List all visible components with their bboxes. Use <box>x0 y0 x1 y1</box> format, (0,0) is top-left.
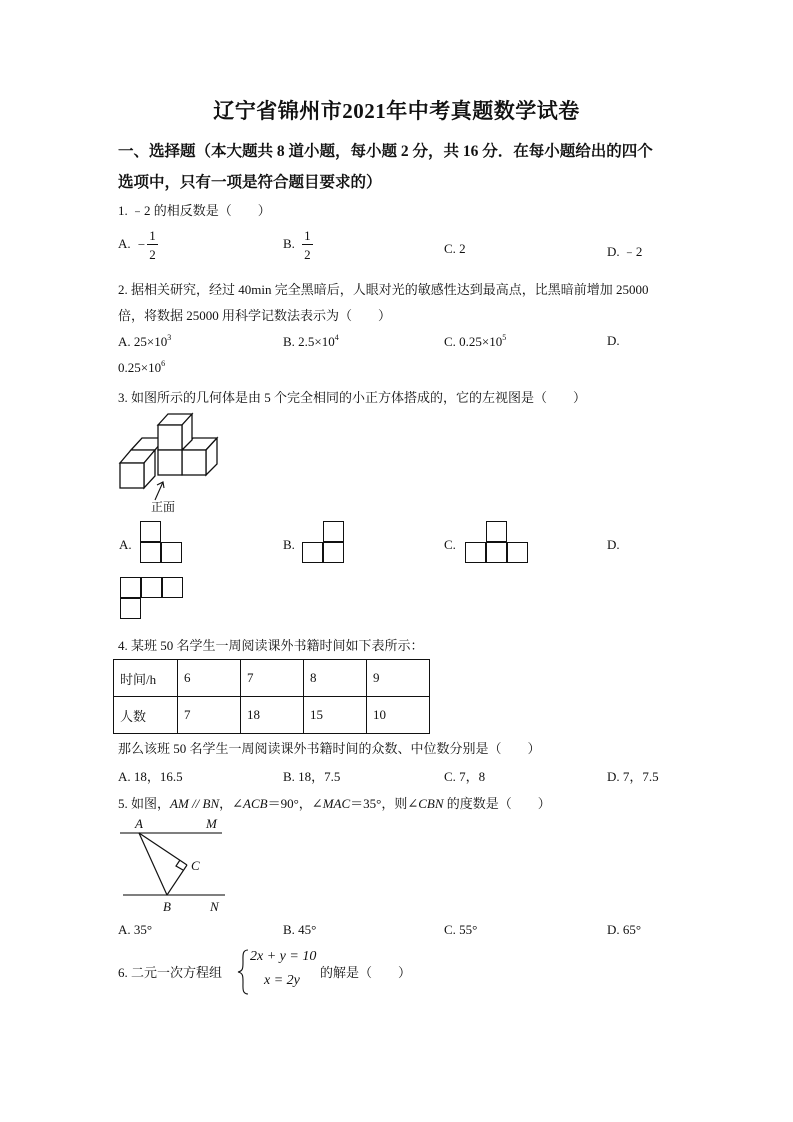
option-label: B. <box>283 235 295 251</box>
parallel-lines-figure <box>110 812 240 917</box>
option-base: 0.25×10 <box>118 360 162 375</box>
numerator: 1 <box>149 228 156 243</box>
option-label: C. <box>444 334 456 349</box>
q2-option-d <box>118 359 165 376</box>
denominator: 2 <box>149 247 156 262</box>
q4-option-c <box>444 766 485 785</box>
stem-math: CBN <box>418 796 444 811</box>
minus-sign: − <box>137 237 146 252</box>
question-3 <box>118 387 586 406</box>
point-m-label: M <box>206 816 217 831</box>
q5-option-a <box>118 922 152 938</box>
option-exponent: 5 <box>502 333 507 342</box>
option-text: 18，16.5 <box>133 769 183 784</box>
option-exponent: 3 <box>167 333 172 342</box>
question-2-line2: 倍，将数据 25000 用科学记数法表示为（ ） <box>118 308 392 323</box>
question-4-followup: 那么该班 50 名学生一周阅读课外书籍时间的众数、中位数分别是（ ） <box>118 741 541 756</box>
option-label: B. <box>283 334 295 349</box>
front-label: 正面 <box>151 500 176 514</box>
question-number: 2. <box>118 282 128 297</box>
q1-option-c <box>444 241 466 257</box>
question-stem: 某班 50 名学生一周阅读课外书籍时间如下表所示： <box>131 638 424 653</box>
q1-option-d <box>607 241 642 260</box>
q5-option-b <box>283 922 316 938</box>
table-cell: 7 <box>241 660 304 697</box>
option-label: C. <box>444 241 456 256</box>
section-header-line1: 一、选择题（本大题共 8 道小题，每小题 2 分，共 16 分．在每小题给出的四个 <box>118 143 653 160</box>
option-text: 2 <box>459 241 466 256</box>
q1-option-b <box>283 229 315 261</box>
q3-option-d-label: D. <box>607 537 620 552</box>
option-label: A. <box>118 769 131 784</box>
table-cell: 18 <box>241 697 304 734</box>
fraction <box>147 229 158 261</box>
table-header-cell: 时间/h <box>114 660 178 697</box>
question-6 <box>118 962 222 981</box>
table-row <box>114 660 430 697</box>
numerator: 1 <box>304 228 311 243</box>
table-cell: 7 <box>178 697 241 734</box>
option-label: A. <box>118 922 131 937</box>
left-brace-icon <box>236 948 250 996</box>
stem-text: 如图， <box>131 796 171 811</box>
question-1 <box>118 200 271 219</box>
option-exponent: 6 <box>161 359 166 368</box>
question-number: 5. <box>118 796 128 811</box>
point-n-label: N <box>210 899 219 914</box>
question-4 <box>118 635 424 654</box>
q4-option-b <box>283 766 340 785</box>
option-label: C. <box>444 922 456 937</box>
option-text: 45° <box>298 922 317 937</box>
stem-text: 的度数是（ ） <box>443 796 551 811</box>
equation-2: x = 2y <box>264 973 300 988</box>
option-exponent: 4 <box>334 333 339 342</box>
q5-option-c <box>444 922 477 938</box>
option-text: 7，7.5 <box>622 769 659 784</box>
option-text: 35° <box>133 922 153 937</box>
point-b-label: B <box>163 899 171 914</box>
option-text: 7，8 <box>459 769 486 784</box>
question-5 <box>118 793 551 812</box>
denominator: 2 <box>304 247 311 262</box>
stem-math: MAC <box>322 796 351 811</box>
question-stem: 如图所示的几何体是由 5 个完全相同的小正方体搭成的，它的左视图是（ ） <box>131 390 587 405</box>
option-text: 55° <box>459 922 478 937</box>
table-cell: 6 <box>178 660 241 697</box>
cube-stack-figure <box>115 410 235 515</box>
option-label: D. <box>607 769 620 784</box>
option-label: B. <box>283 769 295 784</box>
question-number: 4. <box>118 638 128 653</box>
question-stem: ﹣2 的相反数是（ ） <box>131 203 271 218</box>
table-cell: 8 <box>304 660 367 697</box>
q1-option-a <box>118 229 160 261</box>
q3-option-a-label: A. <box>119 537 132 552</box>
q4-option-a <box>118 766 183 785</box>
point-a-label: A <box>135 816 143 831</box>
q5-option-d <box>607 922 641 938</box>
option-text: ﹣2 <box>622 244 643 259</box>
table-row <box>114 697 430 734</box>
table-header-cell: 人数 <box>114 697 178 734</box>
fraction <box>302 229 313 261</box>
option-label: A. <box>118 334 131 349</box>
table-cell: 9 <box>367 660 430 697</box>
option-label: B. <box>283 922 295 937</box>
q2-option-d-label: D. <box>607 333 620 348</box>
question-6-suffix: 的解是（ ） <box>320 965 412 980</box>
option-text: 18，7.5 <box>298 769 341 784</box>
q3-option-b-label: B. <box>283 537 295 552</box>
section-header-line2: 选项中，只有一项是符合题目要求的） <box>118 174 382 191</box>
option-base: 25×10 <box>133 334 168 349</box>
question-stem-prefix: 二元一次方程组 <box>131 965 223 980</box>
question-stem-line1: 据相关研究，经过 40min 完全黑暗后，人眼对光的敏感性达到最高点，比黑暗前增加 25000 <box>131 282 649 297</box>
stem-text: ＝90°，∠ <box>267 796 323 811</box>
q2-option-c <box>444 333 506 350</box>
question-2 <box>118 279 648 298</box>
q3-option-c-label: C. <box>444 537 456 552</box>
question-number: 3. <box>118 390 128 405</box>
point-c-label: C <box>191 858 200 873</box>
page-title: 辽宁省锦州市2021年中考真题数学试卷 <box>213 99 580 123</box>
option-base: 0.25×10 <box>459 334 503 349</box>
option-label: A. <box>118 235 131 251</box>
option-label: C. <box>444 769 456 784</box>
question-number: 1. <box>118 203 128 218</box>
stem-math: AM // BN <box>170 796 220 811</box>
stem-text: ，∠ <box>219 796 244 811</box>
option-text: 65° <box>622 922 642 937</box>
table-cell: 10 <box>367 697 430 734</box>
q2-option-b <box>283 333 339 350</box>
reading-time-table <box>113 659 430 734</box>
q4-option-d <box>607 766 659 785</box>
option-base: 2.5×10 <box>298 334 335 349</box>
table-cell: 15 <box>304 697 367 734</box>
equation-1: 2x + y = 10 <box>250 949 317 964</box>
stem-text: ＝35°，则∠ <box>350 796 419 811</box>
option-label: D. <box>607 244 620 259</box>
question-number: 6. <box>118 965 128 980</box>
arrow-icon <box>155 482 164 500</box>
stem-math: ACB <box>243 796 268 811</box>
option-label: D. <box>607 922 620 937</box>
q2-option-a <box>118 333 171 350</box>
